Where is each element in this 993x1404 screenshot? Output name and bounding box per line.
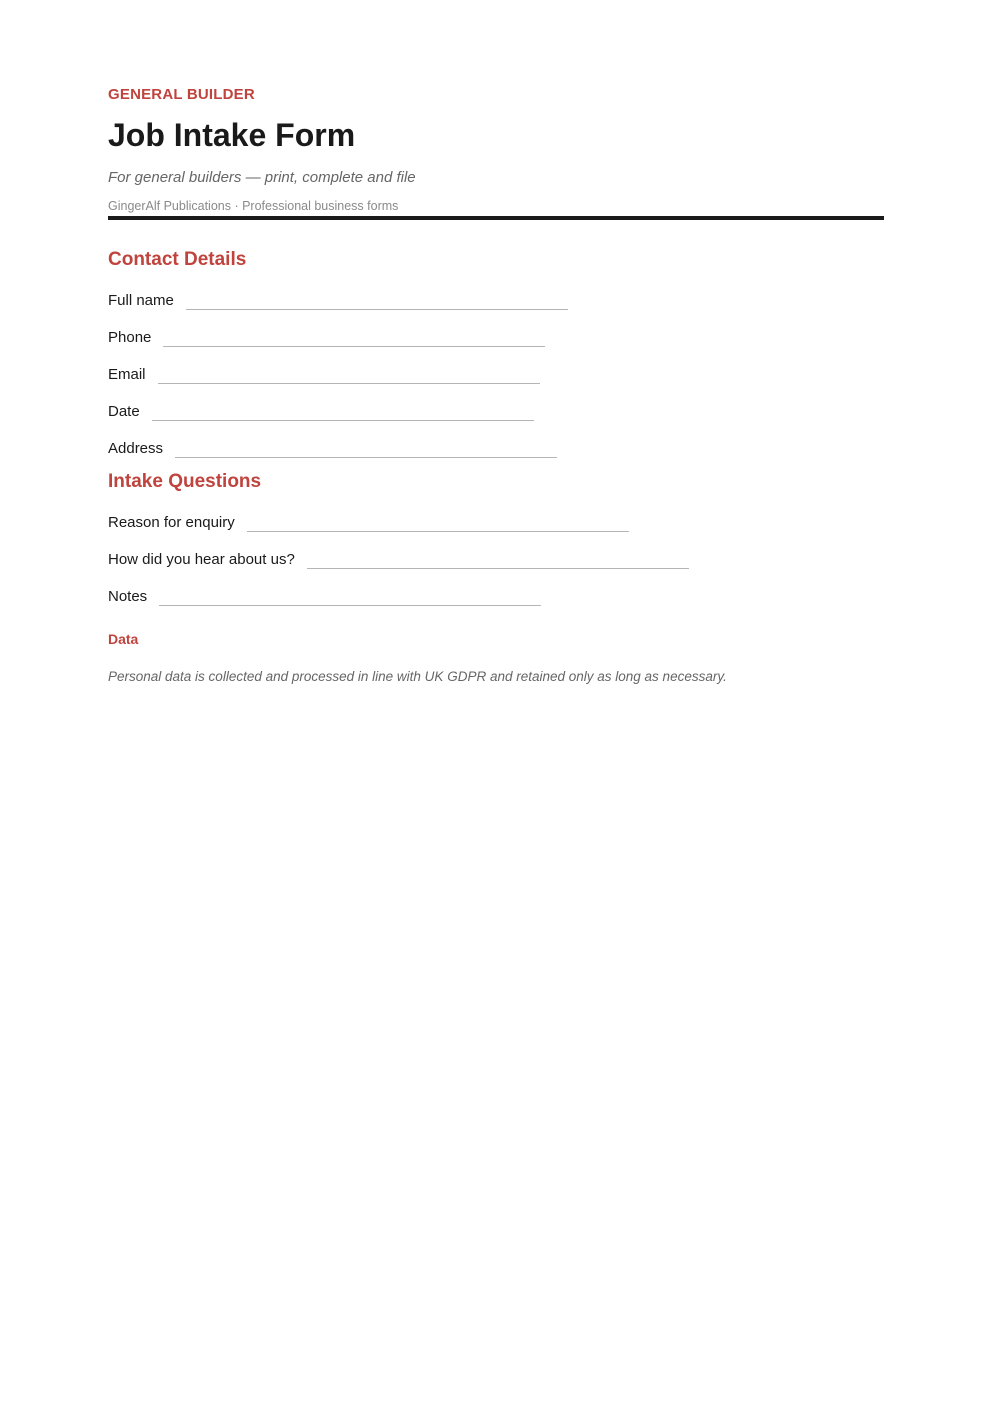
publisher-credit: GingerAlf Publications · Professional business forms xyxy=(108,199,399,213)
form-category: GENERAL BUILDER xyxy=(108,86,255,103)
notes-input-line[interactable] xyxy=(159,604,541,606)
field-label: Notes xyxy=(108,588,148,605)
referral-source-input-line[interactable] xyxy=(307,567,689,569)
full-name-field xyxy=(108,275,884,312)
field-label: Email xyxy=(108,366,146,383)
field-label: Full name xyxy=(108,292,174,309)
email-field xyxy=(108,349,884,386)
page-title: Job Intake Form xyxy=(108,117,356,153)
phone-field xyxy=(108,312,884,349)
intake-questions-heading: Intake Questions xyxy=(108,471,262,492)
date-field xyxy=(108,386,884,423)
phone-input-line[interactable] xyxy=(163,345,545,347)
contact-fields xyxy=(108,275,884,460)
data-heading: Data xyxy=(108,631,139,647)
intake-fields xyxy=(108,497,884,608)
referral-source-field xyxy=(108,534,884,571)
address-field xyxy=(108,423,884,460)
contact-details-heading: Contact Details xyxy=(108,249,247,270)
field-label: How did you hear about us? xyxy=(108,551,295,568)
form-page xyxy=(108,84,884,686)
date-input-line[interactable] xyxy=(152,419,534,421)
page-subtitle: For general builders — print, complete and file xyxy=(108,169,416,186)
gdpr-notice: Personal data is collected and processed in line with UK GDPR and retained only as long as necessary. xyxy=(108,669,727,684)
reason-input-line[interactable] xyxy=(247,530,629,532)
email-input-line[interactable] xyxy=(158,382,540,384)
address-input-line[interactable] xyxy=(175,456,557,458)
field-label: Reason for enquiry xyxy=(108,514,235,531)
full-name-input-line[interactable] xyxy=(186,308,568,310)
notes-field xyxy=(108,571,884,608)
field-label: Phone xyxy=(108,329,152,346)
field-label: Date xyxy=(108,403,140,420)
field-label: Address xyxy=(108,440,164,457)
header-divider xyxy=(108,216,884,220)
reason-field xyxy=(108,497,884,534)
